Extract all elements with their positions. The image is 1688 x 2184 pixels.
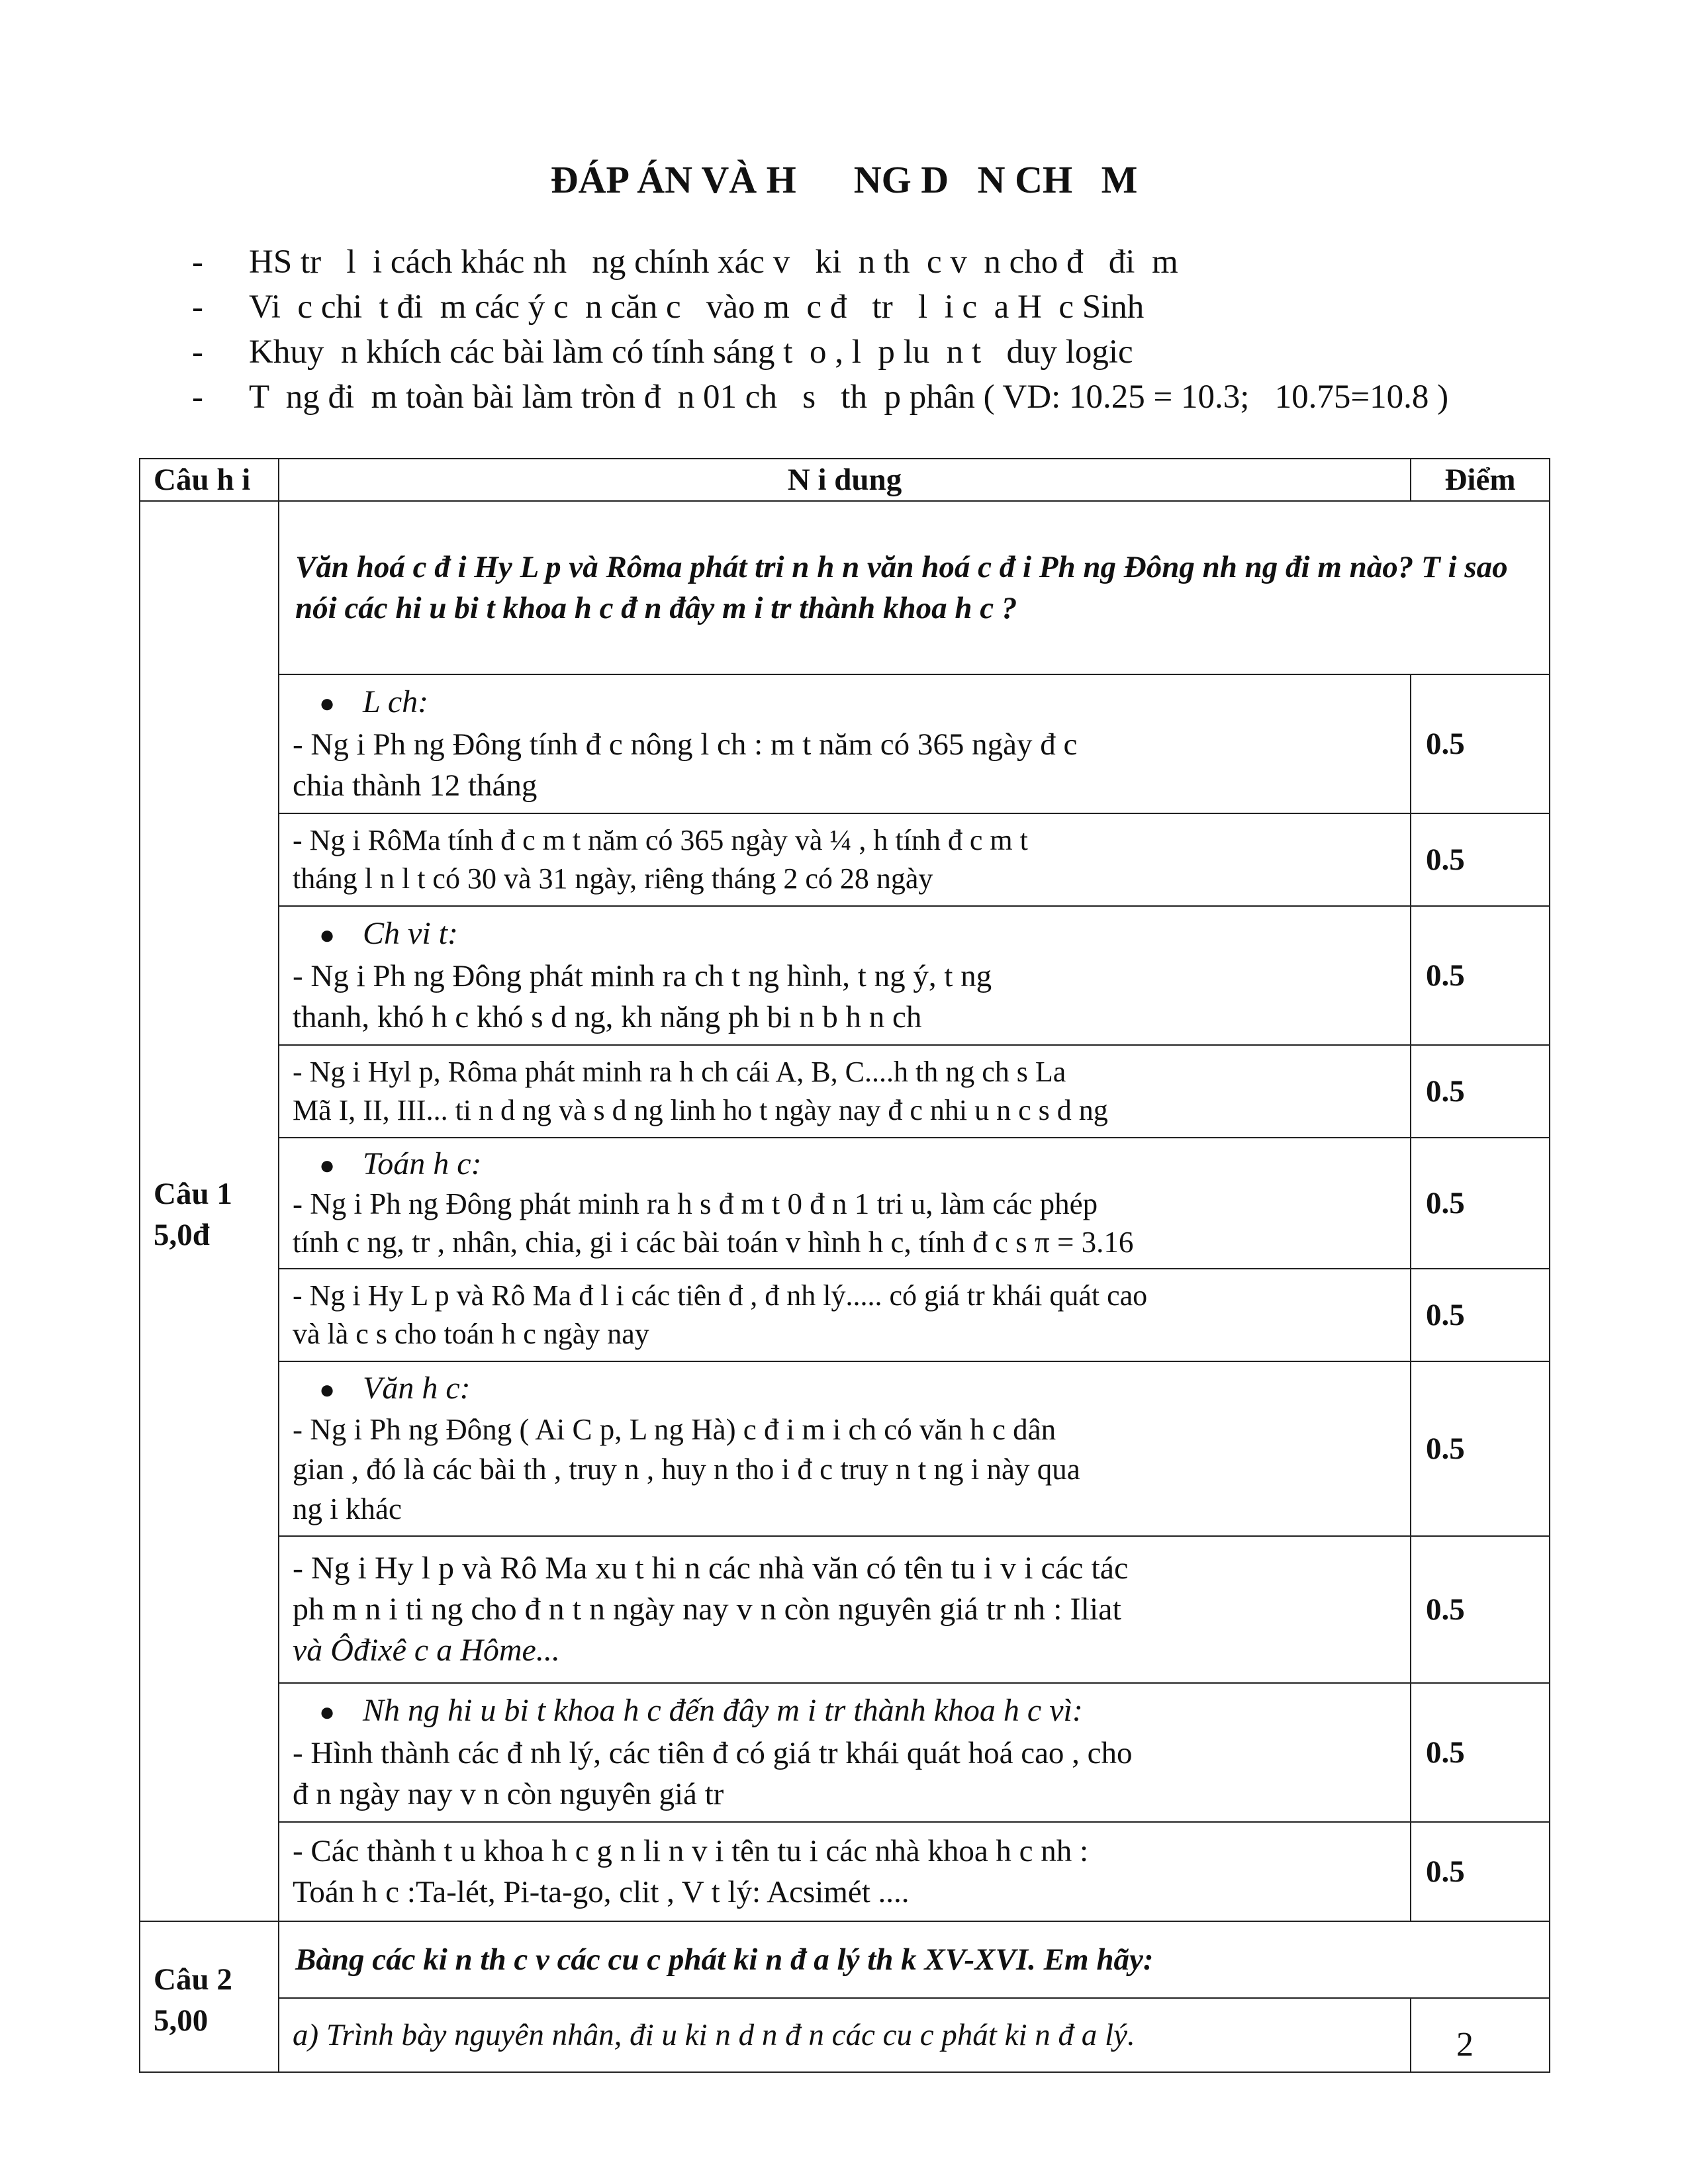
note-item: - HS tr l i cách khác nh ng chính xác v ki n th c v n cho đ đi m [192,244,1178,281]
q2-subquestion-a: a) Trình bày nguyên nhân, đi u ki n d n đ n các cu c phát ki n đ a lý. [279,1998,1411,2072]
q2-label-cell: Câu 2 5,00 [140,1921,279,2072]
topic-heading: ● Ch vi t: [293,913,1407,956]
bullet-icon: ● [319,1375,336,1404]
q1-prompt: Văn hoá c đ i Hy L p và Rôma phát tri n h n văn hoá c đ i Ph ng Đông nh ng đi m nào? T i sao nói các hi u bi t khoa h c đ n đây m i tr thành khoa h c ? [279,501,1550,674]
score-cell: 0.5 [1411,674,1550,813]
score-cell: 0.5 [1411,1822,1550,1921]
note-item: - Vi c chi t đi m các ý c n căn c vào m c đ tr l i c a H c Sinh [192,289,1145,326]
score-cell: 0.5 [1411,1269,1550,1361]
score-cell: 0.5 [1411,1138,1550,1269]
page-title: ĐÁP ÁN VÀ H NG D N CH M [550,158,1138,201]
table-row: ● Toán h c: - Ng i Ph ng Đông phát minh ra h s đ m t 0 đ n 1 tri u, làm các phép tính c ng, tr , nhân, chia, gi i các bài toán v hình h c, tính đ c s π = 3.16 0.5 [140,1138,1550,1269]
header-content: N i dung [279,459,1411,501]
q2-prompt: Bàng các ki n th c v các cu c phát ki n đ a lý th k XV-XVI. Em hãy: [279,1921,1550,1998]
table-row: - Ng i RôMa tính đ c m t năm có 365 ngày và ¼ , h tính đ c m t tháng l n l t có 30 và 31 ngày, riêng tháng 2 có 28 ngày 0.5 [140,813,1550,906]
grading-notes [192,240,1582,420]
table-row: ● Ch vi t: - Ng i Ph ng Đông phát minh ra ch t ng hình, t ng ý, t ng thanh, khó h c khó s d ng, kh năng ph bi n b h n ch 0.5 [140,906,1550,1045]
header-score: Điểm [1411,459,1550,501]
table-row: - Ng i Hy l p và Rô Ma xu t hi n các nhà văn có tên tu i v i các tác ph m n i ti ng cho đ n t n ngày nay v n còn nguyên giá tr nh : Iliat và Ôđixê c a Hôme... 0.5 [140,1536,1550,1683]
bullet-icon: ● [319,1150,336,1180]
table-row: - Ng i Hyl p, Rôma phát minh ra h ch cái A, B, C....h th ng ch s La Mã I, II, III... ti n d ng và s d ng linh ho t ngày nay đ c nhi u n c s d ng 0.5 [140,1045,1550,1138]
table-row: - Các thành t u khoa h c g n li n v i tên tu i các nhà khoa h c nh : Toán h c :Ta-lét, Pi-ta-go, clit , V t lý: Acsimét .... 0.5 [140,1822,1550,1921]
bullet-icon: ● [319,688,336,718]
table-row [140,1998,1550,2072]
q1-prompt-row [140,501,1550,674]
table-row: ● L ch: - Ng i Ph ng Đông tính đ c nông l ch : m t năm có 365 ngày đ c chia thành 12 tháng 0.5 [140,674,1550,813]
table-header-row [140,459,1550,501]
score-cell: 0.5 [1411,813,1550,906]
note-item: - T ng đi m toàn bài làm tròn đ n 01 ch s th p phân ( VD: 10.25 = 10.3; 10.75=10.8 ) [192,379,1449,416]
topic-heading: ● Nh ng hi u bi t khoa h c đến đây m i tr thành khoa h c vì: [293,1690,1407,1733]
score-cell: 0.5 [1411,1361,1550,1536]
note-item: - Khuy n khích các bài làm có tính sáng t o , l p lu n t duy logic [192,334,1133,371]
table-row: ● Văn h c: - Ng i Ph ng Đông ( Ai C p, L ng Hà) c đ i m i ch có văn h c dân gian , đó là các bài th , truy n , huy n tho i đ c truy n t ng i này qua ng i khác 0.5 [140,1361,1550,1536]
score-cell: 0.5 [1411,1045,1550,1138]
score-cell [1411,1998,1550,2072]
q2-prompt-row [140,1921,1550,1998]
score-cell: 0.5 [1411,1683,1550,1822]
topic-heading: ● L ch: [293,682,1407,724]
topic-heading: ● Toán h c: [293,1145,1407,1185]
q1-label-cell: Câu 1 5,0đ [140,501,279,1921]
bullet-icon: ● [319,920,336,950]
header-question: Câu h i [140,459,279,501]
score-cell: 0.5 [1411,906,1550,1045]
table-row: - Ng i Hy L p và Rô Ma đ l i các tiên đ , đ nh lý..... có giá tr khái quát cao và là c s cho toán h c ngày nay 0.5 [140,1269,1550,1361]
bullet-icon: ● [319,1697,336,1727]
table-row: ● Nh ng hi u bi t khoa h c đến đây m i tr thành khoa h c vì: - Hình thành các đ nh lý, các tiên đ có giá tr khái quát hoá cao , cho đ n ngày nay v n còn nguyên giá tr 0.5 [140,1683,1550,1822]
score-cell: 0.5 [1411,1536,1550,1683]
page-number: 2 [1456,2026,1474,2064]
topic-heading: ● Văn h c: [293,1369,1407,1410]
grading-table [139,458,1550,2073]
